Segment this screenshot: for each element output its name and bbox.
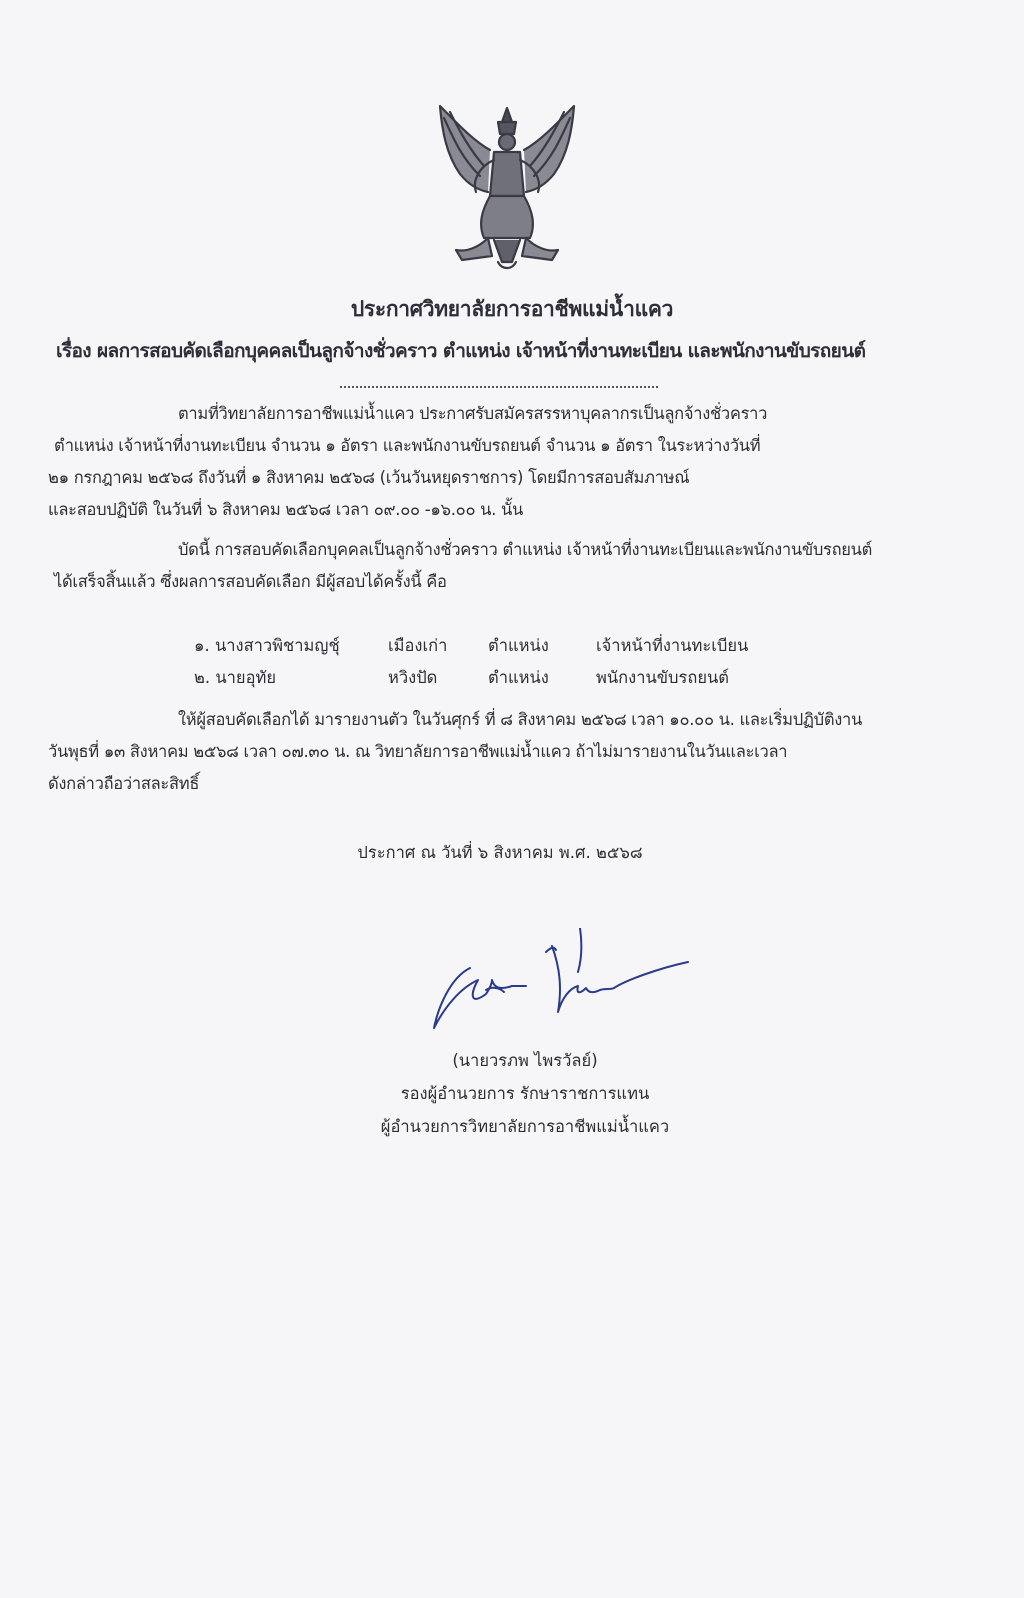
text-line: วันพุธที่ ๑๓ สิงหาคม ๒๕๖๘ เวลา ๐๗.๓๐ น. ณ วิทยาลัยการอาชีพแม่น้ำแคว ถ้าไม่มารายงานในวันและเวลา	[48, 742, 788, 761]
passer-name: ๑. นางสาวพิชามญชุ์	[194, 636, 340, 655]
text-line: ตามที่วิทยาลัยการอาชีพแม่น้ำแคว ประกาศรับสมัครสรรหาบุคลากรเป็นลูกจ้างชั่วคราว	[178, 404, 768, 423]
dotted-divider	[340, 386, 658, 388]
title-block	[0, 292, 1024, 326]
signature-image	[430, 928, 700, 1038]
paragraph-report	[48, 704, 948, 800]
text-line: และสอบปฏิบัติ ในวันที่ ๖ สิงหาคม ๒๕๖๘ เวลา ๐๙.๐๐ -๑๖.๐๐ น. นั้น	[48, 500, 523, 519]
signatory-title: ผู้อำนวยการวิทยาลัยการอาชีพแม่น้ำแคว	[380, 1117, 670, 1136]
signatory-block	[335, 1044, 715, 1143]
text-line: ได้เสร็จสิ้นแล้ว ซึ่งผลการสอบคัดเลือก มีผู้สอบได้ครั้งนี้ คือ	[54, 572, 447, 591]
position-label: ตำแหน่ง	[488, 636, 549, 655]
text-line: ให้ผู้สอบคัดเลือกได้ มารายงานตัว ในวันศุกร์ ที่ ๘ สิงหาคม ๒๕๖๘ เวลา ๑๐.๐๐ น. และเริ่มปฏิบัติงาน	[178, 710, 862, 729]
passer-position: พนักงานขับรถยนต์	[596, 668, 730, 687]
paragraph-result	[48, 534, 948, 598]
garuda-emblem-icon	[432, 100, 582, 272]
passer-surname: เมืองเก่า	[388, 636, 448, 655]
passer-surname: หวิงปัด	[388, 668, 438, 687]
paragraph-announcement	[48, 398, 948, 526]
passer-name: ๒. นายอุทัย	[194, 668, 277, 687]
list-item	[194, 630, 816, 662]
document-subject: เรื่อง ผลการสอบคัดเลือกบุคคลเป็นลูกจ้างชั่วคราว ตำแหน่ง เจ้าหน้าที่งานทะเบียน และพนักงานขับรถยนต์	[56, 340, 866, 362]
text-line: ๒๑ กรกฎาคม ๒๕๖๘ ถึงวันที่ ๑ สิงหาคม ๒๕๖๘ (เว้นวันหยุดราชการ) โดยมีการสอบสัมภาษณ์	[48, 468, 690, 487]
list-item	[194, 662, 816, 694]
document-title: ประกาศวิทยาลัยการอาชีพแม่น้ำแคว	[350, 297, 674, 321]
position-label: ตำแหน่ง	[488, 668, 549, 687]
text-line: ตำแหน่ง เจ้าหน้าที่งานทะเบียน จำนวน ๑ อัตรา และพนักงานขับรถยนต์ จำนวน ๑ อัตรา ในระหว่างวันที่	[54, 436, 761, 455]
text-line: บัดนี้ การสอบคัดเลือกบุคคลเป็นลูกจ้างชั่วคราว ตำแหน่ง เจ้าหน้าที่งานทะเบียนและพนักงานขับรถยนต์	[178, 540, 873, 559]
passers-list	[194, 630, 816, 694]
text-line: ดังกล่าวถือว่าสละสิทธิ์	[48, 774, 200, 793]
passer-position: เจ้าหน้าที่งานทะเบียน	[596, 636, 749, 655]
signatory-name: (นายวรภพ ไพรวัลย์)	[452, 1051, 598, 1070]
signatory-title: รองผู้อำนวยการ รักษาราชการแทน	[400, 1084, 650, 1103]
announce-date: ประกาศ ณ วันที่ ๖ สิงหาคม พ.ศ. ๒๕๖๘	[357, 843, 643, 862]
